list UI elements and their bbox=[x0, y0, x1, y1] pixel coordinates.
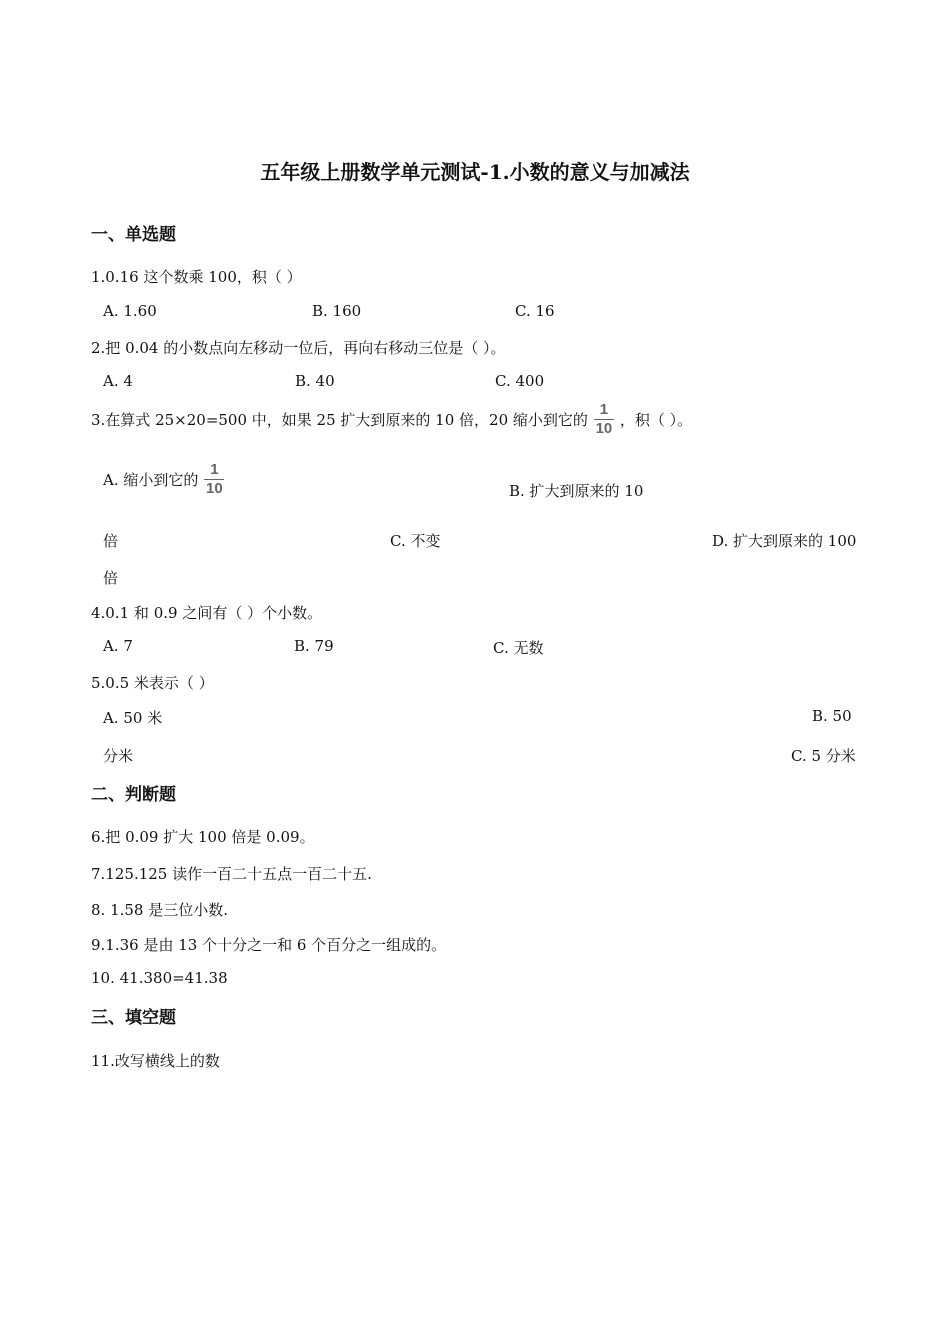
q2-option-a: A. 4 bbox=[103, 372, 133, 390]
fraction-numerator: 1 bbox=[210, 461, 219, 478]
question-6: 6.把 0.09 扩大 100 倍是 0.09。 bbox=[91, 828, 315, 846]
section-heading-single-choice: 一、单选题 bbox=[91, 225, 176, 245]
q1-option-b: B. 160 bbox=[312, 302, 362, 320]
q1-option-a: A. 1.60 bbox=[103, 302, 157, 320]
question-9: 9.1.36 是由 13 个十分之一和 6 个百分之一组成的。 bbox=[91, 936, 447, 954]
q3-option-b-continuation: 倍 bbox=[103, 532, 119, 550]
fraction-one-tenth bbox=[594, 402, 614, 437]
q3-option-a bbox=[103, 462, 230, 497]
question-7: 7.125.125 读作一百二十五点一百二十五. bbox=[91, 865, 372, 883]
question-2: 2.把 0.04 的小数点向左移动一位后，再向右移动三位是（ ）。 bbox=[91, 339, 506, 357]
question-1: 1.0.16 这个数乘 100，积（ ） bbox=[91, 268, 302, 286]
q2-option-b: B. 40 bbox=[295, 372, 335, 390]
question-10: 10. 41.380=41.38 bbox=[91, 969, 228, 987]
question-3 bbox=[91, 402, 692, 437]
q3-text-pre: 3.在算式 25×20=500 中，如果 25 扩大到原来的 10 倍，20 缩小到它的 bbox=[91, 411, 588, 429]
q4-option-a: A. 7 bbox=[103, 637, 133, 655]
question-5: 5.0.5 米表示（ ） bbox=[91, 674, 214, 692]
page-title: 五年级上册数学单元测试-1.小数的意义与加减法 bbox=[260, 160, 690, 184]
q5-option-c: C. 5 分米 bbox=[791, 747, 856, 765]
q5-option-a: A. 50 米 bbox=[103, 709, 163, 727]
fraction-denominator: 10 bbox=[206, 480, 223, 497]
question-8: 8. 1.58 是三位小数. bbox=[91, 901, 229, 919]
q4-option-c: C. 无数 bbox=[493, 639, 544, 657]
q3-text-post: ，积（ ）。 bbox=[619, 411, 693, 429]
q3-option-a-text: A. 缩小到它的 bbox=[103, 471, 199, 489]
fraction-denominator: 10 bbox=[595, 420, 613, 437]
question-4: 4.0.1 和 0.9 之间有（ ）个小数。 bbox=[91, 604, 323, 622]
q4-option-b: B. 79 bbox=[294, 637, 334, 655]
q5-option-b-continuation: 分米 bbox=[103, 747, 134, 765]
q3-option-d: D. 扩大到原来的 100 bbox=[712, 532, 857, 550]
q3-option-d-continuation: 倍 bbox=[103, 569, 119, 587]
q5-option-b: B. 50 bbox=[812, 707, 852, 725]
question-11: 11.改写横线上的数 bbox=[91, 1052, 220, 1070]
fraction-one-tenth-option bbox=[204, 462, 224, 497]
q2-option-c: C. 400 bbox=[495, 372, 545, 390]
section-heading-fill-in: 三、填空题 bbox=[91, 1008, 176, 1028]
fraction-numerator: 1 bbox=[599, 401, 609, 418]
q1-option-c: C. 16 bbox=[515, 302, 555, 320]
q3-option-b: B. 扩大到原来的 10 bbox=[509, 482, 644, 500]
section-heading-true-false: 二、判断题 bbox=[91, 785, 176, 805]
q3-option-c: C. 不变 bbox=[390, 532, 441, 550]
